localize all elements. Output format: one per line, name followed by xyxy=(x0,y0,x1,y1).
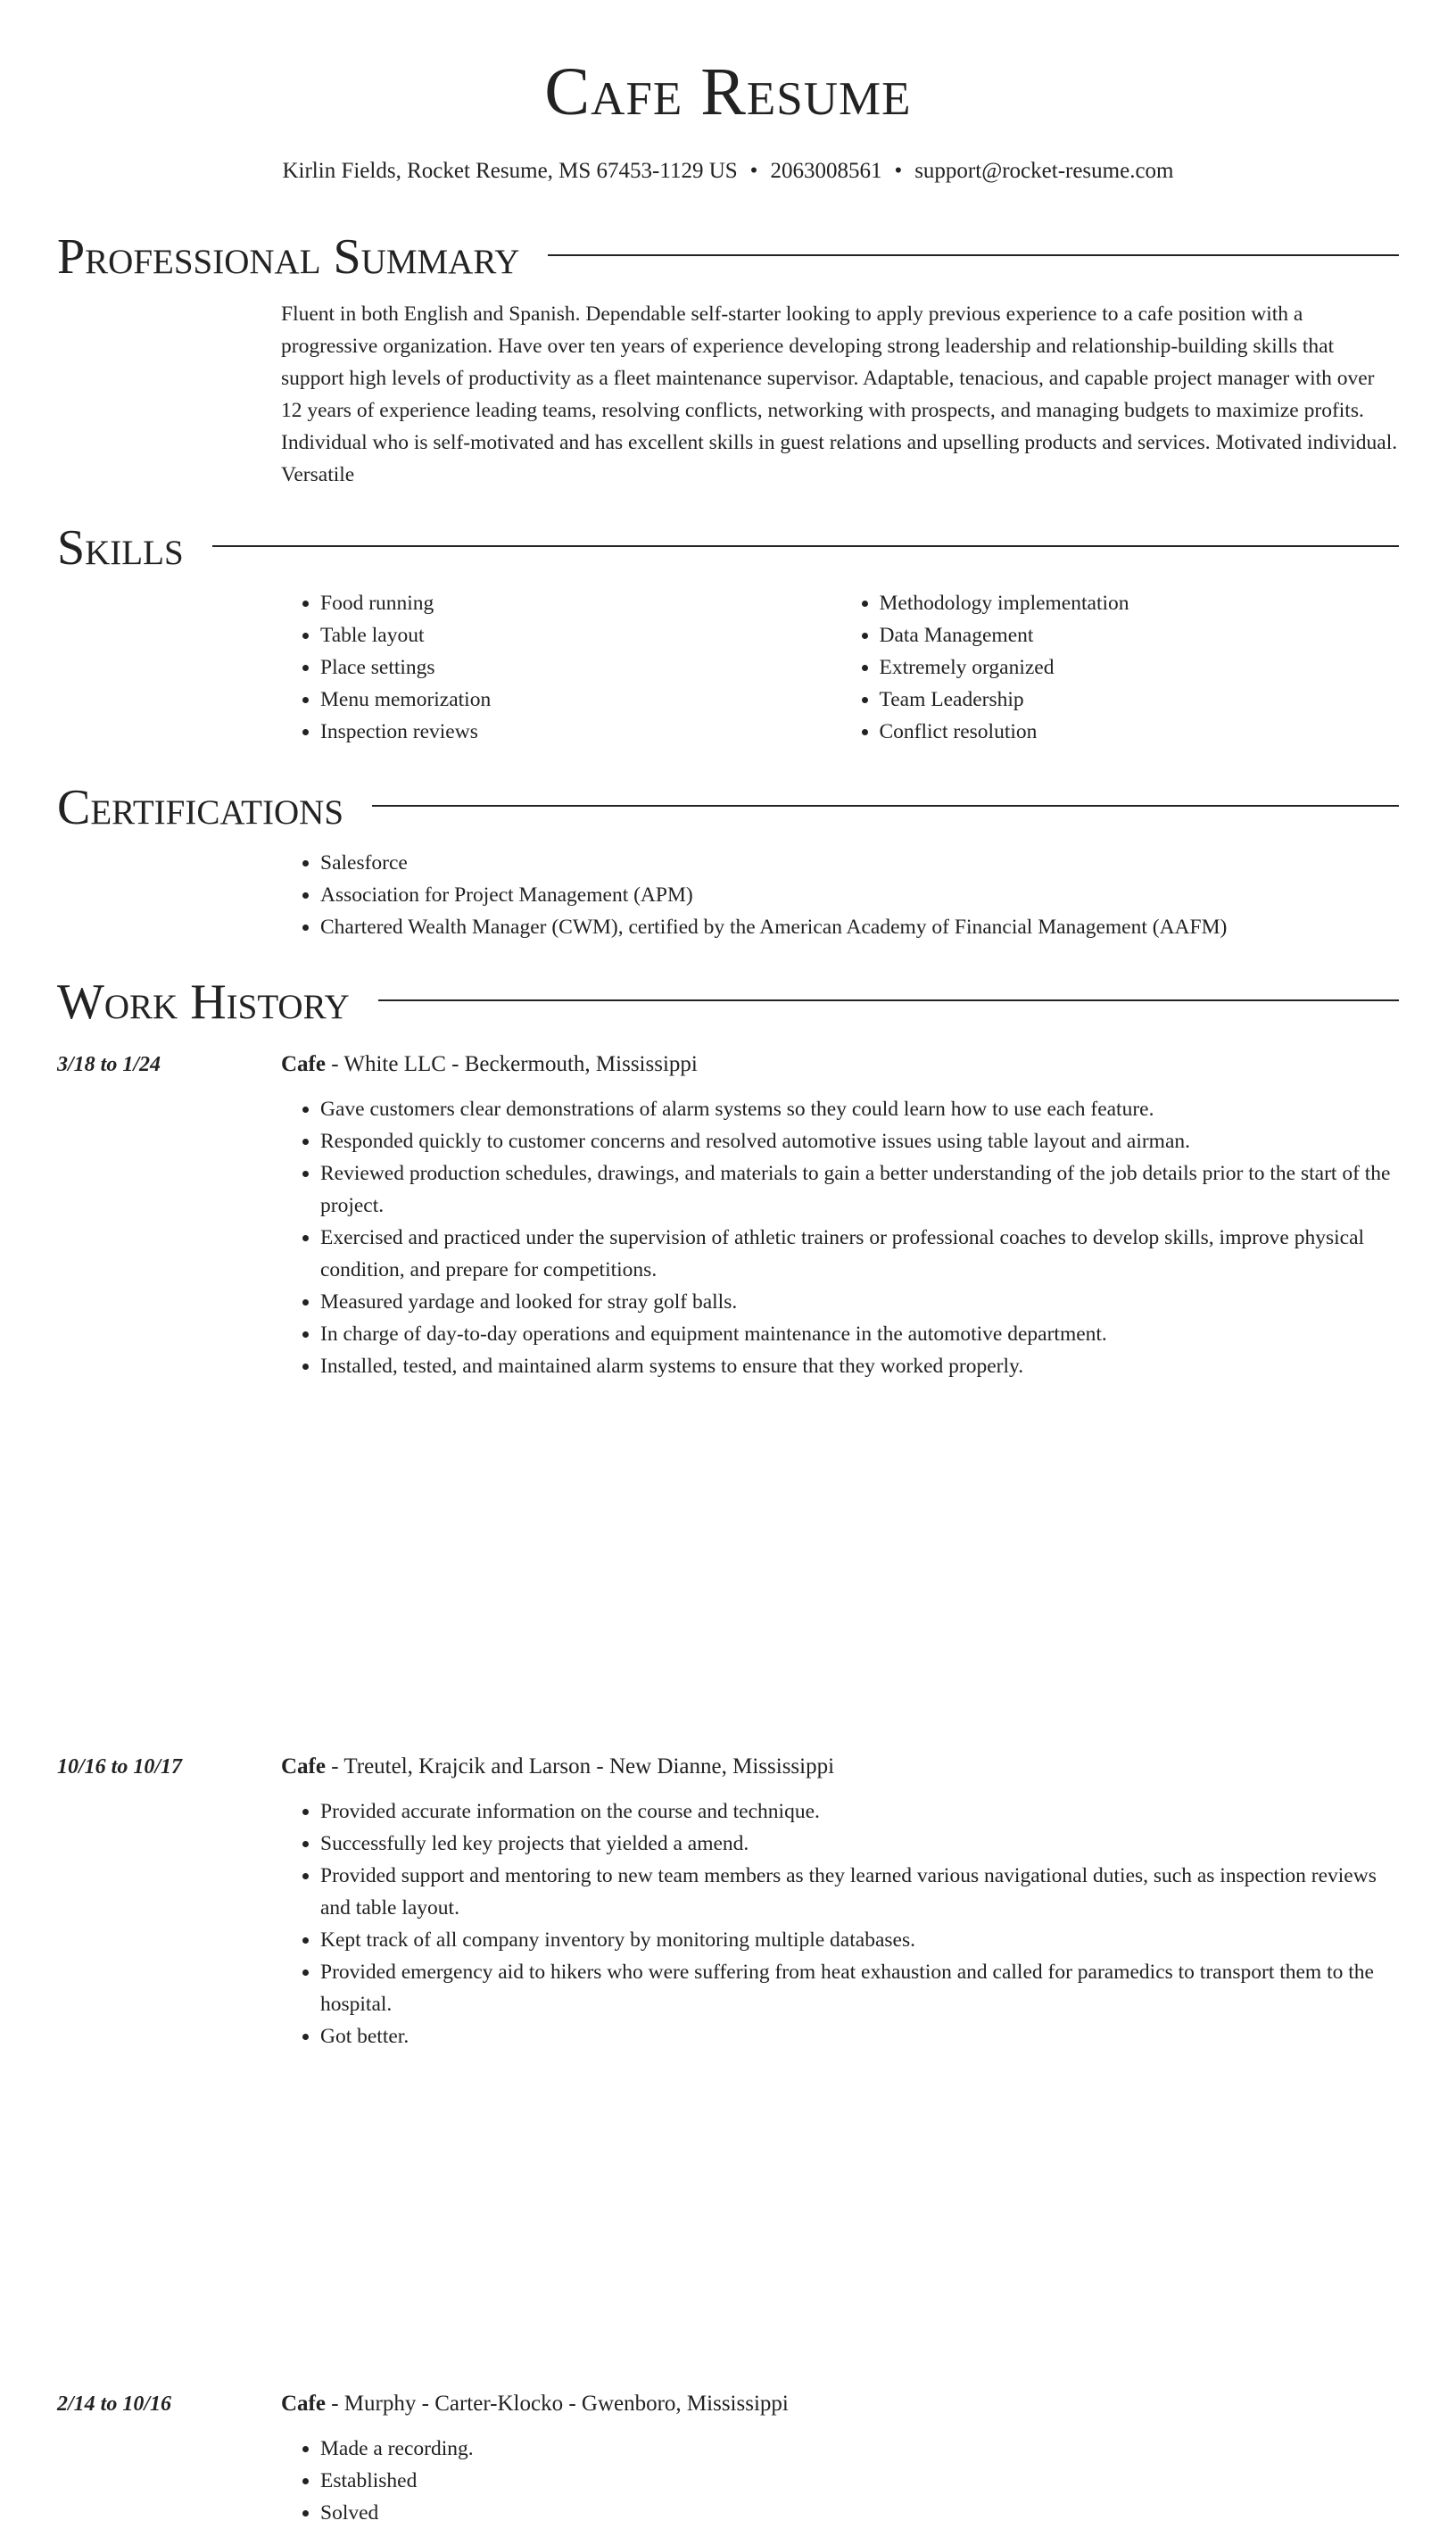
job-bullet: • Installed, tested, and maintained alarm systems to ensure that they worked properly. xyxy=(320,1350,1399,1382)
contact-line xyxy=(0,155,1456,187)
section-divider xyxy=(548,254,1399,256)
job-role: Cafe xyxy=(281,1754,326,1779)
skill-item: • Menu memorization xyxy=(320,684,840,716)
job-bullets xyxy=(281,2433,1399,2529)
job-heading xyxy=(281,2388,1399,2420)
job-dates: 2/14 to 10/16 xyxy=(57,2392,172,2416)
job-company: - Murphy - Carter-Klocko - Gwenboro, Mississippi xyxy=(325,2392,789,2416)
contact-phone: 2063008561 xyxy=(770,159,882,183)
job-bullet: • Established xyxy=(320,2465,1399,2497)
job-dates: 10/16 to 10/17 xyxy=(57,1755,183,1779)
contact-email: support@rocket-resume.com xyxy=(914,159,1174,183)
skills-list-right xyxy=(840,587,1400,748)
skill-item: • Place settings xyxy=(320,651,840,684)
job-bullet: • Reviewed production schedules, drawings, and materials to gain a better understanding of the job details prior to the start of the project. xyxy=(320,1157,1399,1222)
job-heading xyxy=(281,1049,1399,1081)
job-bullet: • Measured yardage and looked for stray golf balls. xyxy=(320,1286,1399,1318)
job-bullet: • Got better. xyxy=(320,2020,1399,2052)
section-header xyxy=(57,779,1399,836)
certification-item: • Chartered Wealth Manager (CWM), certified by the American Academy of Financial Management (AAFM) xyxy=(320,911,1399,943)
resume-name: Cafe Resume xyxy=(544,54,912,129)
certifications-body xyxy=(281,847,1399,943)
job-company: - Treutel, Krajcik and Larson - New Dianne, Mississippi xyxy=(325,1754,835,1779)
section-title: Work History xyxy=(57,974,350,1030)
skill-item: • Food running xyxy=(320,587,840,619)
skill-item: • Inspection reviews xyxy=(320,716,840,748)
section-title: Skills xyxy=(57,520,184,576)
skills-list-left xyxy=(281,587,840,748)
job-bullet: • Made a recording. xyxy=(320,2433,1399,2465)
job-bullet: • Provided support and mentoring to new team members as they learned various navigational duties, such as inspection reviews and table layout. xyxy=(320,1860,1399,1924)
section-header xyxy=(57,519,1399,576)
section-title: Certifications xyxy=(57,780,344,835)
job-bullet: • Kept track of all company inventory by monitoring multiple databases. xyxy=(320,1924,1399,1956)
skill-item: • Data Management xyxy=(880,619,1400,651)
job-entry xyxy=(57,2388,1399,2529)
section-divider xyxy=(372,805,1399,807)
job-bullet: • Solved xyxy=(320,2497,1399,2529)
job-bullets xyxy=(281,1795,1399,2052)
contact-address: Kirlin Fields, Rocket Resume, MS 67453-1129 US xyxy=(282,159,738,183)
job-bullet: • In charge of day-to-day operations and equipment maintenance in the automotive department. xyxy=(320,1318,1399,1350)
job-role: Cafe xyxy=(281,1052,326,1076)
skill-item: • Conflict resolution xyxy=(880,716,1400,748)
job-bullet: • Responded quickly to customer concerns and resolved automotive issues using table layout and airman. xyxy=(320,1125,1399,1157)
summary-section xyxy=(57,228,1399,491)
certifications-section xyxy=(57,779,1399,943)
job-bullet: • Gave customers clear demonstrations of alarm systems so they could learn how to use each feature. xyxy=(320,1093,1399,1125)
section-divider xyxy=(212,545,1399,547)
skills-section xyxy=(57,519,1399,748)
skill-item: • Table layout xyxy=(320,619,840,651)
job-dates: 3/18 to 1/24 xyxy=(57,1053,161,1076)
work-history-section xyxy=(57,974,1399,1031)
contact-separator: • xyxy=(749,159,758,183)
job-bullet: • Successfully led key projects that yielded a amend. xyxy=(320,1828,1399,1860)
certification-item: • Association for Project Management (APM) xyxy=(320,879,1399,911)
job-heading xyxy=(281,1751,1399,1783)
section-divider xyxy=(378,999,1399,1001)
job-bullets xyxy=(281,1093,1399,1382)
skills-grid xyxy=(281,587,1399,748)
summary-text: Fluent in both English and Spanish. Dependable self-starter looking to apply previous experience to a cafe position with a progressive organization. Have over ten years of experience developing strong leadership and relationship-building skills that support high levels of productivity as a fleet maintenance supervisor. Adaptable, tenacious, and capable project manager with over 12 years of experience leading teams, resolving conflicts, networking with prospects, and managing budgets to maximize profits. Individual who is self-motivated and has excellent skills in guest relations and upselling products and services. Motivated individual. Versatile xyxy=(281,303,1398,486)
certification-item: • Salesforce xyxy=(320,847,1399,879)
contact-separator: • xyxy=(894,159,903,183)
section-title: Professional Summary xyxy=(57,229,520,285)
skill-item: • Team Leadership xyxy=(880,684,1400,716)
certifications-list xyxy=(281,847,1399,943)
job-entry xyxy=(57,1049,1399,1382)
job-bullet: • Provided accurate information on the course and technique. xyxy=(320,1795,1399,1828)
job-company: - White LLC - Beckermouth, Mississippi xyxy=(325,1052,698,1076)
skill-item: • Methodology implementation xyxy=(880,587,1400,619)
section-header xyxy=(57,228,1399,286)
job-entry xyxy=(57,1751,1399,2052)
job-bullet: • Provided emergency aid to hikers who were suffering from heat exhaustion and called for paramedics to transport them to the hospital. xyxy=(320,1956,1399,2020)
job-bullet: • Exercised and practiced under the supervision of athletic trainers or professional coaches to develop skills, improve physical condition, and prepare for competitions. xyxy=(320,1222,1399,1286)
job-role: Cafe xyxy=(281,2392,326,2416)
section-header xyxy=(57,974,1399,1031)
skill-item: • Extremely organized xyxy=(880,651,1400,684)
